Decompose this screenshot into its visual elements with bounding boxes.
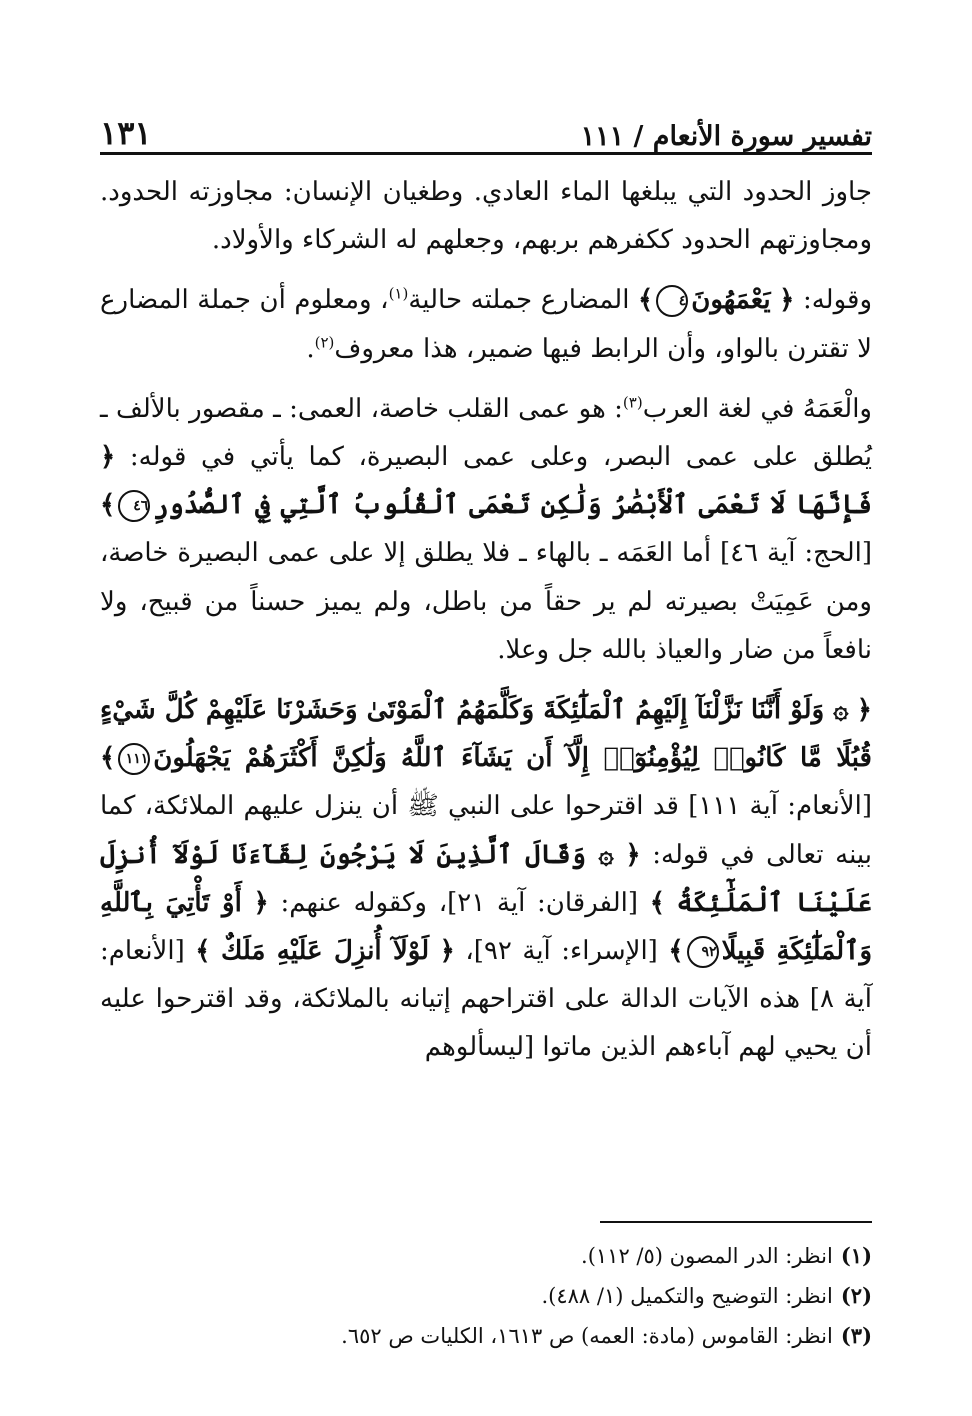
paragraph-4 [100,686,872,1072]
text-run: [الفرقان: آية ٢١]، وكقوله عنهم: [268,887,650,918]
text-run: [الأنعام: آية ١١١] قد اقترحوا على النبي ﷺ أن ينزل عليهم الملائكة، كما بينه تعالى في قوله: [100,791,873,870]
quran-bracket-open: ﴿ [856,695,872,726]
footnote-number: (٢) [840,1283,872,1308]
footnote [100,1276,872,1316]
quran-verse: ۞ وَلَوْ أَنَّنَا نَزَّلْنَآ إِلَيْهِمُ ٱلْمَلَٰٓئِكَةَ وَكَلَّمَهُمُ ٱلْمَوْتَىٰ وَحَشَرْنَا عَلَيْهِمْ كُلَّ شَيْءٍ قُبُلًا مَّا كَانُوا۟ لِيُؤْمِنُوٓا۟ إِلَّآ أَن يَشَآءَ ٱللَّهُ وَلَٰكِنَّ أَكْثَرَهُمْ يَجْهَلُونَ [100,695,872,774]
footnote-text: انظر: الدر المصون (٥/ ١١٢). [581,1244,833,1268]
quran-bracket-close: ﴾ [638,285,654,316]
ayah-number-mark: ٤ [656,285,688,317]
quran-bracket-close: ﴾ [649,887,665,918]
quran-bracket-close: ﴾ [195,936,211,967]
paragraph-2 [100,276,872,372]
ayah-number-mark: ٩٢ [687,936,719,968]
text-run: [الأنعام: آية ٨] هذه الآيات الدالة على اقتراحهم إتيانه بالملائكة، وقد اقترحوا عليه أن يحيي لهم آباءهم الذين ماتوا [ليسألوهم [100,936,873,1063]
footnote-reference: (٣) [622,393,643,412]
running-head: تفسير سورة الأنعام / ١١١ [580,121,872,152]
ayah-number-mark: ٤٦ [118,490,150,522]
footnote-number: (٣) [840,1323,872,1348]
quran-verse: لَوْلَآ أُنزِلَ عَلَيْهِ مَلَكٌ [221,936,430,967]
page-header [100,100,872,152]
footnote [100,1316,872,1356]
footnote-text: انظر: القاموس (مادة: العمه) ص ١٦١٣، الكليات ص ٦٥٢. [341,1324,833,1348]
text-run: : هو عمى القلب خاصة، العمى: ـ مقصور بالألف ـ يُطلق على عمى البصر، وعلى عمى البصيرة، كما يأتي في قوله: [100,393,872,473]
quran-bracket-open: ﴿ [779,285,795,316]
text-run: المضارع جملته حالية [408,285,638,316]
footnote-number: (١) [840,1243,872,1268]
quran-bracket-close: ﴾ [100,490,116,521]
quran-verse: أَوْ تَأْتِيَ بِٱللَّهِ وَٱلْمَلَٰٓئِكَةِ قَبِيلًا [100,887,873,967]
text-run: ، ومعلوم أن جملة المضارع لا تقترن بالواو، وأن الرابط فيها ضمير، هذا معروف [100,285,872,364]
footnote-reference: (٢) [314,332,335,351]
quran-verse: ۞ وَقَالَ ٱلَّذِينَ لَا يَرْجُونَ لِقَآءَنَا لَوْلَآ أُنزِلَ عَلَيْنَا ٱلْمَلَٰٓئِكَةُ [100,839,872,918]
footnote [100,1236,872,1276]
page-number: ١٣١ [100,114,152,152]
quran-bracket-open: ﴿ [439,936,455,967]
quran-verse: يَعْمَهُونَ [691,285,771,316]
footnotes [100,1236,872,1356]
footnote-text: انظر: التوضيح والتكميل (١/ ٤٨٨). [541,1284,833,1308]
header-rule [100,152,872,155]
footnote-reference: (١) [388,284,409,303]
text-run: وقوله: [794,285,873,316]
footnote-rule [600,1221,872,1223]
quran-bracket-open: ﴿ [100,442,116,473]
text-run: . [306,333,315,364]
quran-bracket-close: ﴾ [668,936,684,967]
main-text [100,168,872,1084]
paragraph-3 [100,385,872,674]
quran-bracket-close: ﴾ [100,743,116,774]
paragraph-1: جاوز الحدود التي يبلغها الماء العادي. وطغيان الإنسان: مجاوزته الحدود. ومجاوزتهم الحدود ككفرهم بربهم، وجعلهم له الشركاء والأولاد. [100,177,872,256]
text-run: [الحج: آية ٤٦] أما العَمَه ـ بالهاء ـ فلا يطلق إلا على عمى البصيرة خاصة، ومن عَمِيَتْ بصيرته لم ير حقاً من باطل، ولم يميز حسناً من قبيح، ولا نافعاً من ضار والعياذ بالله جل وعلا. [100,538,872,665]
ayah-number-mark: ١١١ [118,743,150,775]
quran-bracket-open: ﴿ [625,839,641,870]
quran-verse: فَإِنَّهَا لَا تَعْمَى ٱلْأَبْصَٰرُ وَلَٰكِن تَعْمَى ٱلْقُلُوبُ ٱلَّتِي فِي ٱلصُّدُورِ [153,490,872,521]
text-run: والْعَمَهُ في لغة العرب [642,393,872,424]
text-run: [الإسراء: آية ٩٢]، [454,936,669,967]
quran-bracket-open: ﴿ [253,887,269,918]
